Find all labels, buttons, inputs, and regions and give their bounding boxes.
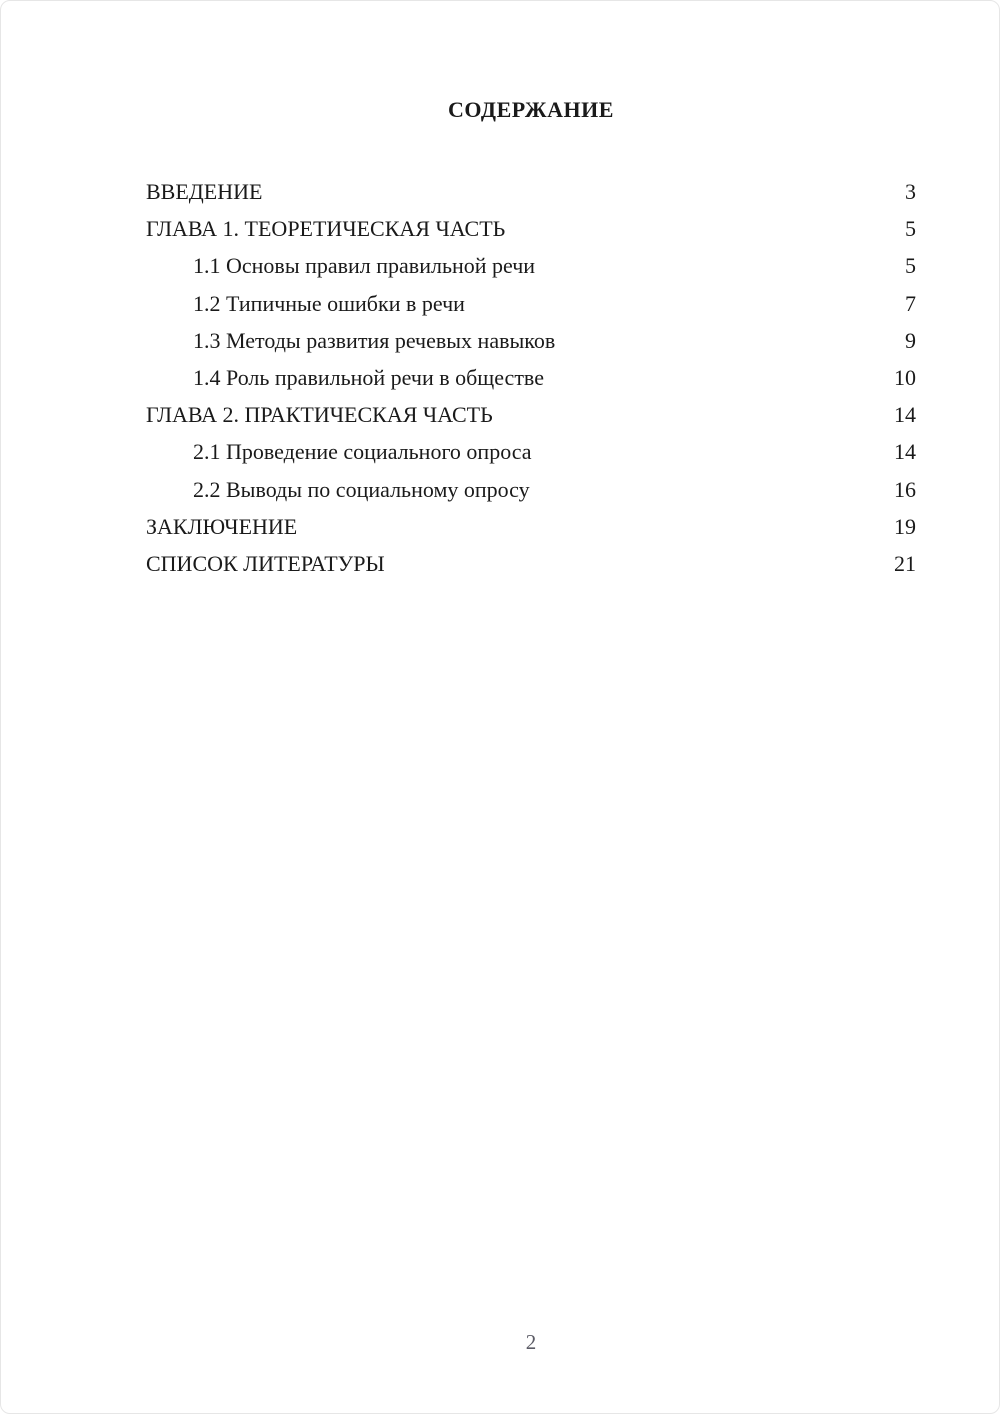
toc-entry-label: 2.2 Выводы по социальному опросу	[193, 476, 530, 502]
toc-entry-label: 1.4 Роль правильной речи в обществе	[193, 365, 544, 391]
toc-entry	[146, 545, 916, 582]
toc-entry	[146, 210, 916, 247]
toc-entry	[146, 247, 916, 284]
toc-entry-page-number: 21	[894, 551, 916, 577]
toc-entry-label: 1.3 Методы развития речевых навыков	[193, 327, 556, 353]
toc-entry-page-number: 5	[905, 253, 916, 279]
toc-entry-page-number: 9	[905, 327, 916, 353]
toc-entry-label: ГЛАВА 2. ПРАКТИЧЕСКАЯ ЧАСТЬ	[146, 402, 493, 428]
toc-entry-page-number: 10	[894, 365, 916, 391]
toc-entry-label: ВВЕДЕНИЕ	[146, 179, 263, 204]
toc-entry-page-number: 3	[905, 179, 916, 204]
toc-entry-page-number: 14	[894, 402, 916, 428]
toc-entry	[146, 285, 916, 322]
toc-entry	[146, 508, 916, 545]
footer-page-number: 2	[525, 1330, 537, 1354]
toc-entry	[146, 359, 916, 396]
toc-entry	[146, 396, 916, 433]
toc-entry-page-number: 7	[905, 290, 916, 316]
toc-entry-label: СПИСОК ЛИТЕРАТУРЫ	[146, 551, 385, 577]
toc-entry-label: ГЛАВА 1. ТЕОРЕТИЧЕСКАЯ ЧАСТЬ	[146, 216, 506, 242]
toc-entry-page-number: 16	[894, 476, 916, 502]
page-content	[146, 97, 916, 582]
toc-entry-label: 1.2 Типичные ошибки в речи	[193, 290, 465, 316]
toc-entry-label: ЗАКЛЮЧЕНИЕ	[146, 513, 298, 539]
toc-entry	[146, 433, 916, 470]
toc-entry	[146, 173, 916, 210]
toc-entry-label: 2.1 Проведение социального опроса	[193, 439, 532, 465]
table-of-contents	[146, 173, 916, 582]
toc-entry-page-number: 14	[894, 439, 916, 465]
toc-entry	[146, 322, 916, 359]
toc-entry-page-number: 19	[894, 513, 916, 539]
toc-entry-label: 1.1 Основы правил правильной речи	[193, 253, 536, 279]
toc-entry-page-number: 5	[905, 216, 916, 242]
toc-entry	[146, 471, 916, 508]
page-title: СОДЕРЖАНИЕ	[448, 97, 614, 122]
